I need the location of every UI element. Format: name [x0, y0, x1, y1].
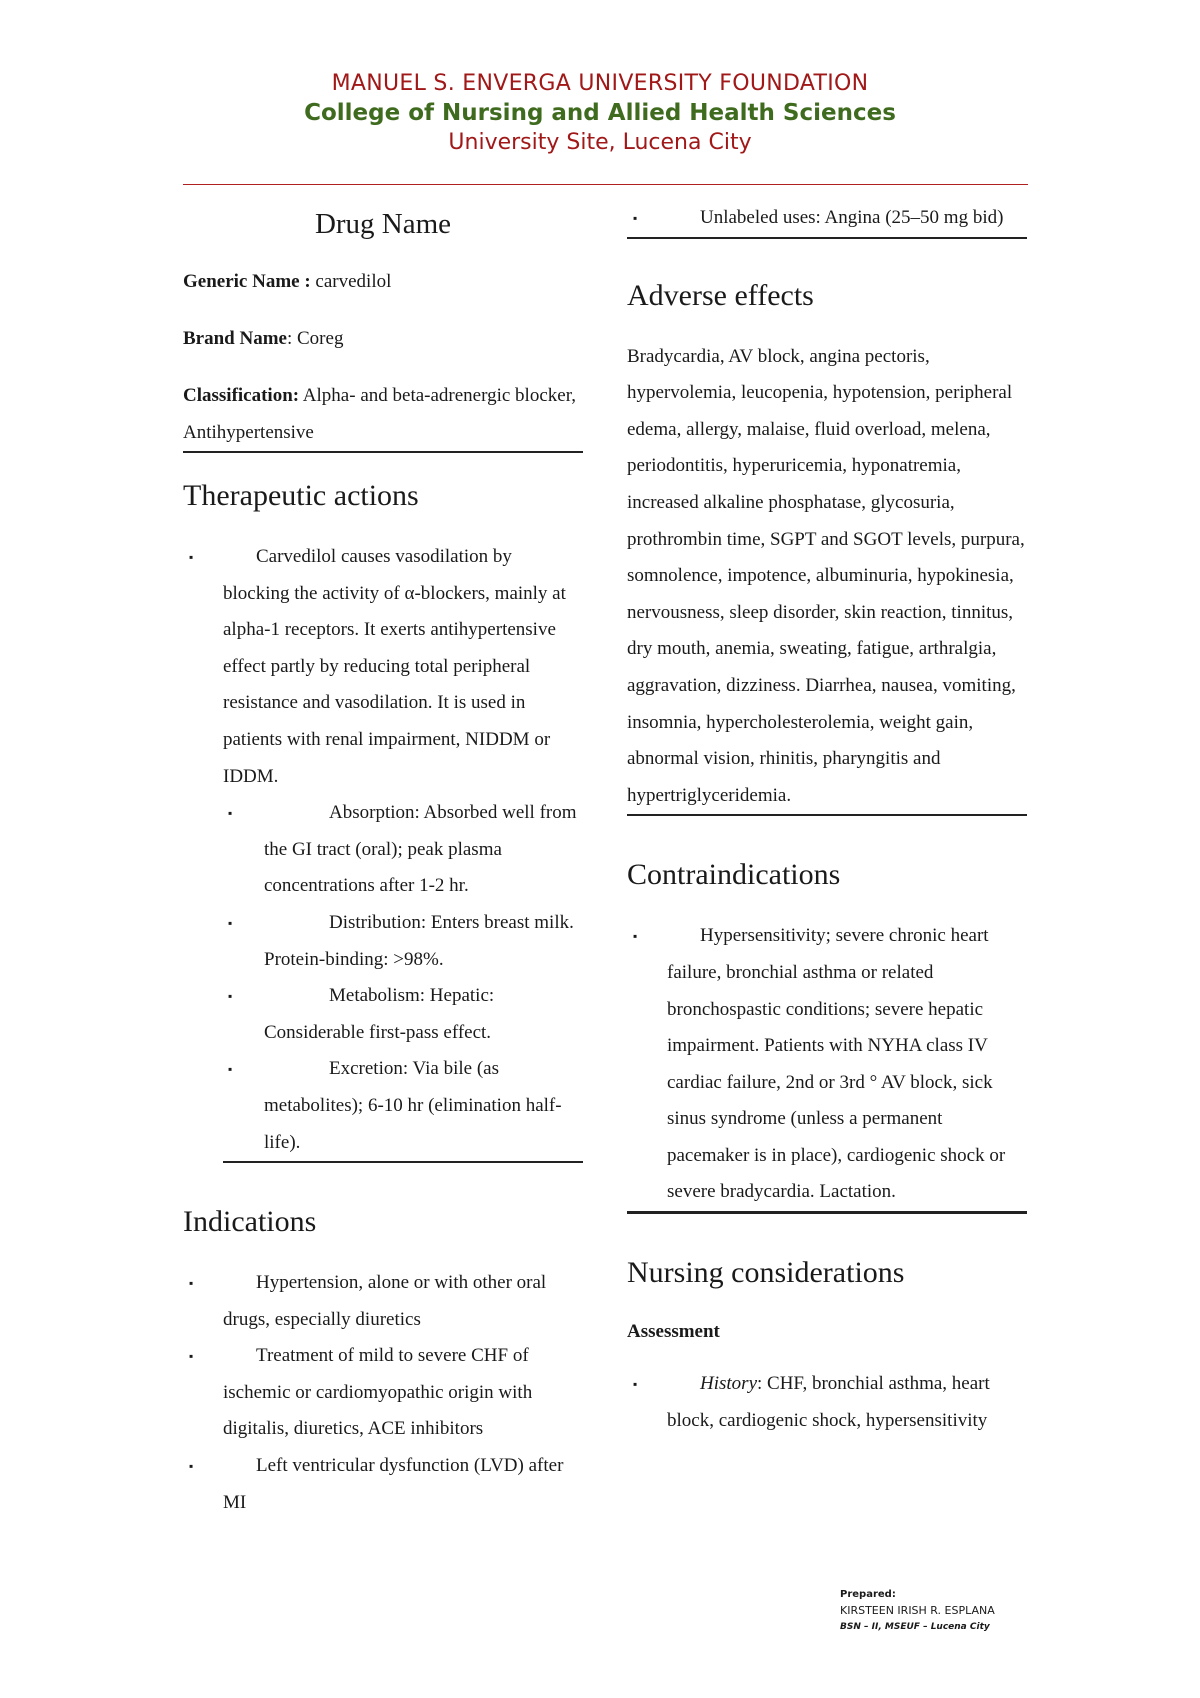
drug-name-title: Drug Name	[314, 208, 452, 240]
contraindications-list	[627, 918, 1027, 1214]
classification-label: Classification:	[183, 385, 300, 406]
list-item	[223, 978, 583, 1051]
prepared-label: Prepared:	[840, 1589, 896, 1600]
right-column	[627, 200, 1027, 1439]
history-label: History	[700, 1373, 757, 1395]
brand-name-value: : Coreg	[286, 328, 344, 349]
indications-heading: Indications	[183, 1205, 317, 1239]
unlabeled-uses-list	[627, 200, 1027, 239]
bullet-icon: ▪	[633, 929, 638, 944]
university-site: University Site, Lucena City	[448, 130, 752, 155]
list-item	[627, 1366, 1027, 1439]
bullet-icon: ▪	[228, 1062, 233, 1077]
document-header	[0, 70, 1200, 158]
brand-name-field	[183, 320, 583, 357]
excretion-text: Excretion: Via bile (as metabolites); 6-10 hr (elimination half-life).	[264, 1058, 562, 1153]
list-item	[627, 918, 1027, 1211]
prepared-by-block	[840, 1587, 995, 1635]
college-name: College of Nursing and Allied Health Sciences	[304, 100, 896, 126]
list-item	[183, 1448, 583, 1521]
adverse-effects-text: Bradycardia, AV block, angina pectoris, hypervolemia, leucopenia, hypotension, peripheral edema, allergy, malaise, fluid overload, melena, periodontitis, hyperuricemia, hyponatremia, increased alkaline phosphatase, glycosuria, prothrombin time, SGPT and SGOT levels, purpura, somnolence, impotence, albuminuria, hypokinesia, nervousness, sleep disorder, skin reaction, tinnitus, dry mouth, anemia, sweating, fatigue, arthralgia, aggravation, dizziness. Diarrhea, nausea, vomiting, insomnia, hypercholesterolemia, weight gain, abnormal vision, rhinitis, pharyngitis and hypertriglyceridemia.	[627, 339, 1027, 817]
adverse-effects-heading: Adverse effects	[627, 278, 814, 312]
assessment-heading: Assessment	[627, 1321, 720, 1343]
bullet-icon: ▪	[633, 211, 638, 225]
bullet-icon: ▪	[633, 1377, 638, 1392]
therapeutic-actions-heading: Therapeutic actions	[183, 479, 419, 512]
bullet-icon: ▪	[228, 806, 233, 821]
bullet-icon: ▪	[189, 1349, 194, 1364]
pharmacokinetics-list	[223, 795, 583, 1161]
metabolism-text: Metabolism: Hepatic: Considerable first-pass effect.	[264, 985, 495, 1043]
indication-text: Hypertension, alone or with other oral drugs, especially diuretics	[223, 1272, 547, 1330]
left-column	[183, 200, 583, 1521]
bullet-icon: ▪	[228, 915, 233, 930]
generic-name-value: carvedilol	[310, 271, 392, 292]
generic-name-label: Generic Name :	[183, 271, 311, 292]
header-divider	[183, 184, 1028, 185]
list-item	[223, 905, 583, 978]
bullet-icon: ▪	[189, 550, 194, 564]
assessment-list	[627, 1366, 1027, 1439]
absorption-text: Absorption: Absorbed well from the GI tract (oral); peak plasma concentrations after 1-2 hr.	[264, 802, 577, 897]
bullet-icon: ▪	[189, 1459, 194, 1474]
unlabeled-uses-text: Unlabeled uses: Angina (25–50 mg bid)	[700, 207, 1004, 228]
university-name: MANUEL S. ENVERGA UNIVERSITY FOUNDATION	[331, 71, 869, 96]
contraindications-text: Hypersensitivity; severe chronic heart failure, bronchial asthma or related bronchospastic conditions; severe hepatic impairment. Patients with NYHA class IV cardiac failure, 2nd or 3rd ° AV block, sick sinus syndrome (unless a permanent pacemaker is in place), cardiogenic shock or severe bradycardia. Lactation.	[667, 925, 1006, 1203]
nursing-considerations-heading: Nursing considerations	[627, 1256, 905, 1290]
preparer-name: KIRSTEEN IRISH R. ESPLANA	[840, 1604, 995, 1617]
list-item	[183, 539, 583, 795]
list-item	[183, 1265, 583, 1338]
history-text: : CHF, bronchial asthma, heart block, cardiogenic shock, hypersensitivity	[667, 1373, 990, 1431]
therapeutic-list	[183, 539, 583, 795]
brand-name-label: Brand Name	[183, 328, 287, 349]
distribution-text: Distribution: Enters breast milk. Protein-binding: >98%.	[264, 911, 574, 970]
list-item	[627, 200, 1027, 237]
generic-name-field	[183, 263, 583, 300]
classification-value: Alpha- and beta-adrenergic blocker, Antihypertensive	[183, 385, 577, 443]
bullet-icon: ▪	[189, 1276, 194, 1291]
contraindications-heading: Contraindications	[627, 858, 841, 892]
list-item	[223, 1051, 583, 1161]
bullet-icon: ▪	[228, 989, 233, 1004]
list-item	[223, 795, 583, 905]
therapeutic-main-text: Carvedilol causes vasodilation by blocking the activity of α-blockers, mainly at alpha-1 receptors. It exerts antihypertensive effect partly by reducing total peripheral resistance and vasodilation. It is used in patients with renal impairment, NIDDM or IDDM.	[223, 546, 566, 787]
indications-list	[183, 1265, 583, 1521]
classification-field	[183, 377, 583, 453]
pharmacokinetics-block	[223, 795, 583, 1163]
preparer-details: BSN – II, MSEUF – Lucena City	[840, 1622, 990, 1632]
list-item	[183, 1338, 583, 1448]
indication-text: Left ventricular dysfunction (LVD) after MI	[223, 1455, 564, 1513]
indication-text: Treatment of mild to severe CHF of ischemic or cardiomyopathic origin with digitalis, diuretics, ACE inhibitors	[223, 1345, 533, 1440]
